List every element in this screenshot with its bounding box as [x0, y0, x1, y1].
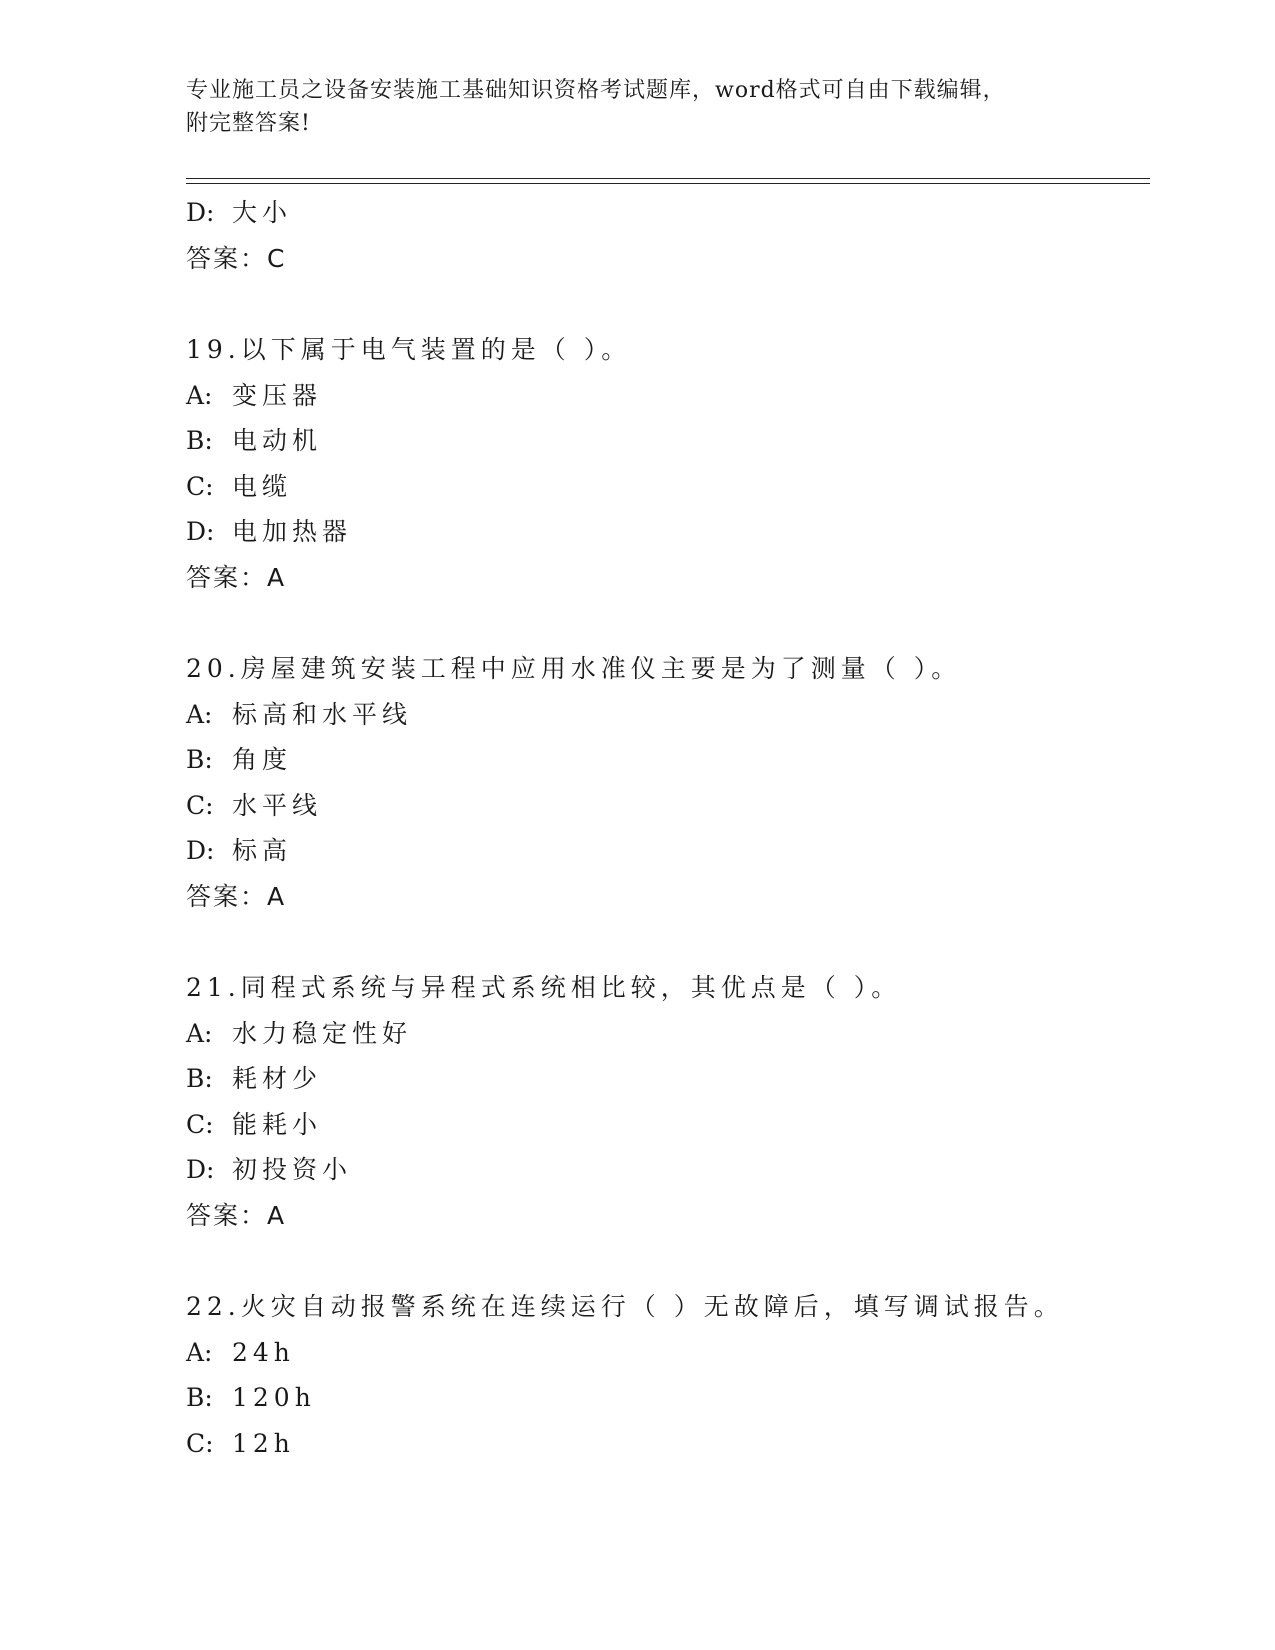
answer-line: 答案：A [186, 1200, 287, 1230]
option-label: D: [186, 517, 215, 546]
question-stem: 21.同程式系统与异程式系统相比较，其优点是（ ）。 [186, 973, 902, 1002]
question-spacer [186, 1238, 1150, 1284]
option-text: 水力稳定性好 [232, 1018, 413, 1048]
document-header [186, 74, 1086, 140]
option-line [186, 373, 1150, 419]
option-line [186, 1011, 1150, 1057]
header-line-2: 附完整答案! [186, 111, 311, 136]
option-text: 能耗小 [232, 1109, 323, 1139]
option-text: 变压器 [232, 380, 323, 410]
option-line [186, 783, 1150, 829]
option-label: D: [186, 198, 215, 227]
option-line [186, 1056, 1150, 1102]
option-text: 水平线 [232, 790, 323, 820]
question-spacer [186, 919, 1150, 965]
option-text: 标高 [232, 836, 293, 865]
answer-line: 答案：A [186, 562, 287, 592]
option-label: B: [186, 1383, 213, 1412]
option-text: 初投资小 [232, 1155, 353, 1184]
option-text: 大小 [232, 198, 293, 227]
option-text: 24h [232, 1337, 295, 1367]
option-line [186, 692, 1150, 738]
option-text: 耗材少 [232, 1064, 323, 1093]
option-line [186, 1375, 1150, 1421]
option-label: C: [186, 790, 214, 820]
option-line [186, 1147, 1150, 1193]
option-line [186, 464, 1150, 510]
option-label: C: [186, 471, 214, 501]
question-spacer [186, 281, 1150, 327]
option-label: D: [186, 836, 215, 865]
option-line [186, 190, 1150, 236]
option-text: 12h [232, 1428, 295, 1458]
question-stem: 22.火灾自动报警系统在连续运行（ ）无故障后，填写调试报告。 [186, 1292, 1064, 1321]
option-label: A: [186, 1337, 213, 1367]
option-line [186, 418, 1150, 464]
option-label: B: [186, 426, 213, 455]
question-stem: 20.房屋建筑安装工程中应用水准仪主要是为了测量（ ）。 [186, 654, 962, 683]
option-label: C: [186, 1428, 214, 1458]
option-label: B: [186, 745, 213, 774]
answer-line: 答案：C [186, 243, 287, 273]
answer-line: 答案：A [186, 881, 287, 911]
option-label: A: [186, 699, 213, 729]
option-label: C: [186, 1109, 214, 1139]
question-spacer [186, 600, 1150, 646]
option-label: A: [186, 380, 213, 410]
header-divider-bottom [186, 183, 1150, 184]
option-text: 120h [232, 1383, 316, 1412]
option-label: B: [186, 1064, 213, 1093]
option-text: 电加热器 [232, 517, 353, 546]
option-line [186, 737, 1150, 783]
header-divider-top [186, 178, 1150, 179]
option-line [186, 1421, 1150, 1467]
option-line [186, 828, 1150, 874]
option-text: 电缆 [232, 471, 293, 501]
header-line-1: 专业施工员之设备安装施工基础知识资格考试题库，word格式可自由下载编辑， [186, 78, 1006, 103]
option-text: 电动机 [232, 426, 323, 455]
option-label: A: [186, 1018, 213, 1048]
question-list [186, 190, 1150, 1466]
option-text: 角度 [232, 745, 293, 774]
option-text: 标高和水平线 [232, 699, 413, 729]
option-label: D: [186, 1155, 215, 1184]
option-line [186, 1330, 1150, 1376]
question-stem: 19.以下属于电气装置的是（ ）。 [186, 335, 632, 364]
option-line [186, 509, 1150, 555]
option-line [186, 1102, 1150, 1148]
